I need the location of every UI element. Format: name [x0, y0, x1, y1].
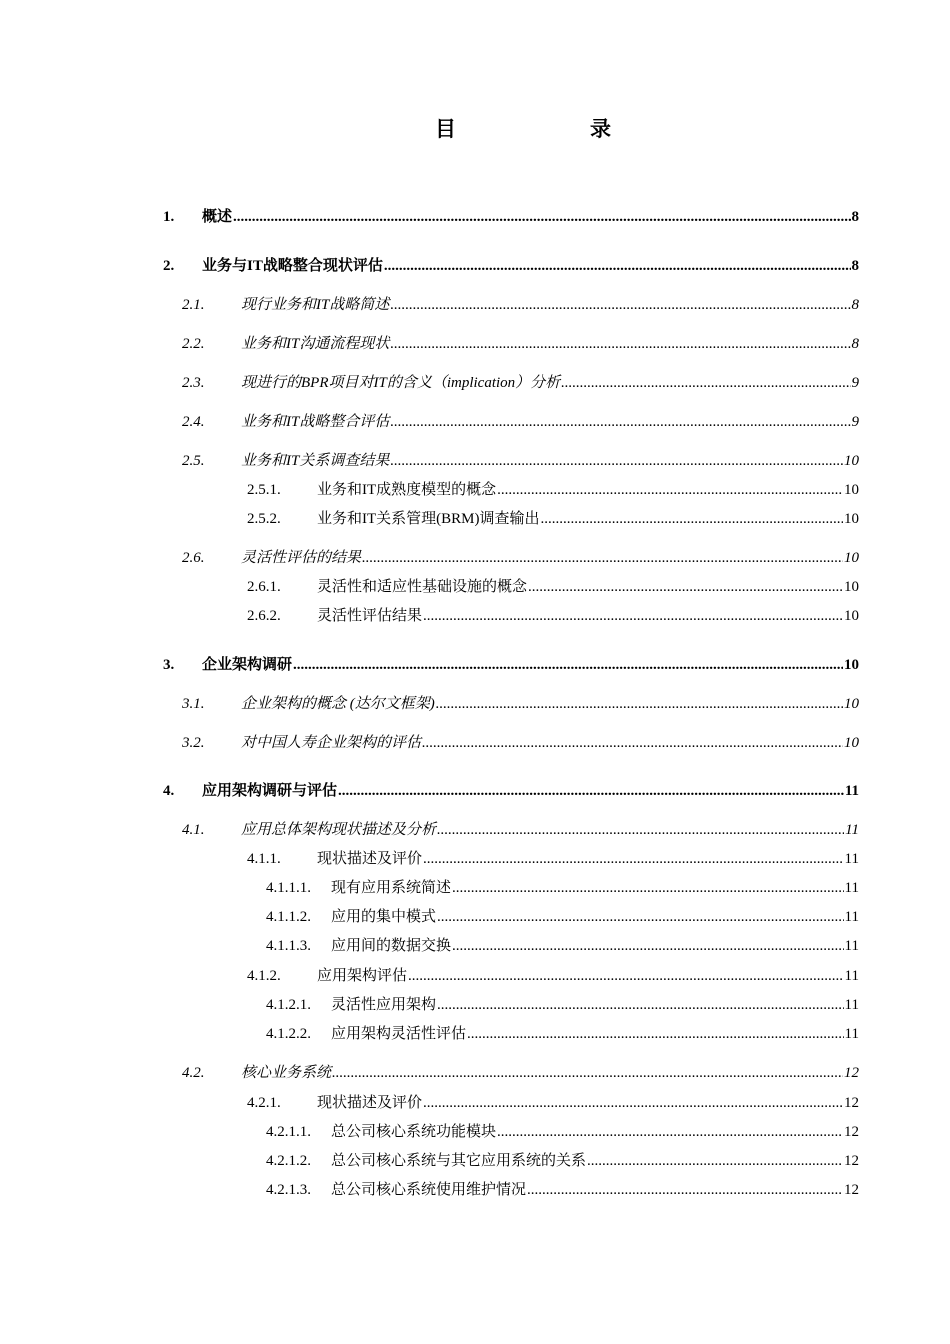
toc-entry-title: 总公司核心系统功能模块 [331, 1124, 497, 1140]
toc-entry-title: 企业架构调研 [202, 657, 293, 673]
toc-dot-leader [467, 1026, 844, 1043]
toc-entry-number: 2.3. [182, 375, 205, 391]
toc-entry[interactable] [266, 905, 859, 926]
toc-dot-leader [561, 375, 850, 392]
toc-entry[interactable] [182, 449, 859, 470]
toc-dot-leader [390, 297, 850, 314]
toc-entry[interactable] [247, 507, 859, 528]
toc-page-number: 12 [844, 1182, 859, 1198]
toc-page-number: 8 [851, 209, 859, 225]
toc-page-number: 10 [844, 735, 859, 751]
toc-entry[interactable] [163, 205, 859, 226]
toc-dot-leader [390, 336, 850, 353]
toc-page-number: 8 [851, 258, 859, 274]
toc-entry-title: 应用的集中模式 [331, 909, 437, 925]
toc-dot-leader [437, 997, 844, 1014]
toc-entry-title: 业务和IT战略整合评估 [241, 414, 390, 430]
toc-entry-number: 2.5.2. [247, 511, 281, 527]
toc-dot-leader [384, 258, 851, 275]
toc-entry-number: 3.2. [182, 735, 205, 751]
toc-entry-title: 现行业务和IT战略简述 [241, 297, 390, 313]
toc-dot-leader [293, 657, 843, 674]
toc-dot-leader [423, 608, 843, 625]
toc-page-number: 11 [844, 783, 859, 799]
toc-entry-title: 业务和IT关系调查结果 [241, 453, 390, 469]
toc-dot-leader [362, 550, 843, 567]
toc-entry-title: 企业架构的概念 (达尔文框架) [241, 696, 435, 712]
toc-entry-title: 业务和IT关系管理(BRM)调查输出 [317, 511, 540, 527]
toc-entry-number: 4.1. [182, 822, 205, 838]
toc-entry-number: 4.1.2. [247, 968, 281, 984]
toc-entry[interactable] [182, 293, 859, 314]
toc-entry[interactable] [182, 371, 859, 392]
toc-entry-title: 对中国人寿企业架构的评估 [241, 735, 422, 751]
toc-entry-title: 总公司核心系统与其它应用系统的关系 [331, 1153, 587, 1169]
toc-entry-title: 灵活性评估结果 [317, 608, 423, 624]
toc-page-number: 10 [844, 696, 859, 712]
toc-entry-number: 2.1. [182, 297, 205, 313]
toc-entry-number: 4.1.1.2. [266, 909, 311, 925]
toc-entry-number: 4.2.1.2. [266, 1153, 311, 1169]
toc-entry[interactable] [266, 1120, 859, 1141]
title-char-2: 录 [590, 117, 611, 141]
toc-dot-leader [233, 209, 850, 226]
toc-entry[interactable] [182, 546, 859, 567]
toc-entry-title: 应用架构调研与评估 [202, 783, 338, 799]
toc-entry[interactable] [182, 332, 859, 353]
toc-dot-leader [437, 909, 844, 926]
toc-entry-number: 4.1.1.1. [266, 880, 311, 896]
toc-entry-number: 2. [163, 258, 175, 274]
toc-page-number: 9 [851, 375, 859, 391]
toc-dot-leader [408, 968, 844, 985]
toc-page-number: 12 [844, 1124, 859, 1140]
toc-entry[interactable] [266, 993, 859, 1014]
toc-entry[interactable] [182, 731, 859, 752]
toc-entry-title: 现进行的BPR项目对IT的含义（implication）分析 [241, 375, 561, 391]
toc-entry-title: 总公司核心系统使用维护情况 [331, 1182, 527, 1198]
toc-dot-leader [452, 880, 844, 897]
toc-dot-leader [423, 851, 844, 868]
toc-entry-title: 灵活性和适应性基础设施的概念 [317, 579, 528, 595]
toc-entry-title: 灵活性评估的结果 [241, 550, 362, 566]
toc-page-number: 11 [844, 851, 859, 867]
toc-page-number: 11 [844, 997, 859, 1013]
toc-entry-number: 2.6.1. [247, 579, 281, 595]
toc-entry-number: 4.2.1.3. [266, 1182, 311, 1198]
toc-page-number: 11 [844, 938, 859, 954]
toc-entry-title: 应用间的数据交换 [331, 938, 452, 954]
toc-entry-title: 核心业务系统 [241, 1065, 332, 1081]
toc-page-number: 11 [844, 1026, 859, 1042]
toc-entry[interactable] [266, 1178, 859, 1199]
toc-entry-number: 3. [163, 657, 175, 673]
toc-entry-number: 2.6. [182, 550, 205, 566]
toc-dot-leader [541, 511, 844, 528]
toc-dot-leader [338, 783, 844, 800]
toc-entry[interactable] [247, 478, 859, 499]
toc-entry-number: 3.1. [182, 696, 205, 712]
toc-page-number: 11 [844, 909, 859, 925]
toc-entry-number: 2.2. [182, 336, 205, 352]
toc-page-number: 11 [844, 968, 859, 984]
toc-entry-title: 灵活性应用架构 [331, 997, 437, 1013]
toc-page-number: 8 [851, 297, 859, 313]
toc-entry-number: 4.1.1. [247, 851, 281, 867]
toc-page-number: 10 [844, 482, 859, 498]
toc-entry-number: 4.2.1.1. [266, 1124, 311, 1140]
toc-entry-number: 4.2.1. [247, 1095, 281, 1111]
toc-entry-title: 概述 [202, 209, 233, 225]
toc-entry[interactable] [163, 653, 859, 674]
toc-entry[interactable] [163, 254, 859, 275]
toc-page-number: 10 [844, 550, 859, 566]
toc-entry-title: 业务和IT成熟度模型的概念 [317, 482, 497, 498]
toc-entry[interactable] [266, 1149, 859, 1170]
toc-dot-leader [390, 414, 850, 431]
toc-entry-title: 现有应用系统简述 [331, 880, 452, 896]
toc-page-number: 11 [844, 880, 859, 896]
toc-dot-leader [497, 1124, 843, 1141]
toc-entry-number: 1. [163, 209, 175, 225]
toc-entry-number: 4. [163, 783, 175, 799]
toc-dot-leader [497, 482, 843, 499]
toc-entry-title: 应用总体架构现状描述及分析 [241, 822, 437, 838]
toc-entry[interactable] [266, 876, 859, 897]
toc-entry-title: 现状描述及评价 [317, 851, 423, 867]
toc-page-number: 10 [844, 579, 859, 595]
toc-dot-leader [528, 579, 843, 596]
toc-entry[interactable] [247, 964, 859, 985]
toc-entry-title: 业务和IT沟通流程现状 [241, 336, 390, 352]
toc-dot-leader [423, 1095, 843, 1112]
toc-dot-leader [452, 938, 844, 955]
toc-entry-title: 业务与IT战略整合现状评估 [202, 258, 383, 274]
toc-entry-number: 2.5. [182, 453, 205, 469]
toc-entry-title: 应用架构灵活性评估 [331, 1026, 467, 1042]
toc-entry-number: 4.1.1.3. [266, 938, 311, 954]
toc-entry[interactable] [247, 604, 859, 625]
toc-entry-number: 4.1.2.2. [266, 1026, 311, 1042]
toc-page-number: 11 [845, 822, 859, 838]
toc-entry-number: 2.6.2. [247, 608, 281, 624]
toc-entry-number: 4.2. [182, 1065, 205, 1081]
title-char-1: 目 [435, 117, 456, 141]
toc-page-number: 12 [844, 1065, 859, 1081]
toc-page-number: 10 [844, 657, 859, 673]
toc-page-number: 10 [844, 453, 859, 469]
toc-entry[interactable] [182, 410, 859, 431]
toc-page-number: 8 [851, 336, 859, 352]
toc-entry-number: 4.1.2.1. [266, 997, 311, 1013]
toc-entry[interactable] [182, 1061, 859, 1082]
toc-entry[interactable] [266, 1022, 859, 1043]
toc-page-number: 12 [844, 1153, 859, 1169]
toc-dot-leader [390, 453, 843, 470]
toc-entry[interactable] [182, 818, 859, 839]
toc-dot-leader [527, 1182, 843, 1199]
toc-entry-title: 现状描述及评价 [317, 1095, 423, 1111]
toc-dot-leader [587, 1153, 843, 1170]
toc-page-number: 12 [844, 1095, 859, 1111]
toc-entry[interactable] [266, 934, 859, 955]
toc-entry[interactable] [163, 779, 859, 800]
toc-dot-leader [332, 1065, 843, 1082]
toc-entry-number: 2.4. [182, 414, 205, 430]
toc-dot-leader [422, 735, 843, 752]
toc-dot-leader [436, 696, 843, 713]
toc-page-number: 10 [844, 511, 859, 527]
toc-entry-number: 2.5.1. [247, 482, 281, 498]
toc-page-number: 10 [844, 608, 859, 624]
toc-dot-leader [437, 822, 844, 839]
toc-entry[interactable] [247, 575, 859, 596]
toc-entry[interactable] [247, 847, 859, 868]
toc-entry-title: 应用架构评估 [317, 968, 408, 984]
toc-entry[interactable] [247, 1091, 859, 1112]
toc-entry[interactable] [182, 692, 859, 713]
toc-page-number: 9 [851, 414, 859, 430]
